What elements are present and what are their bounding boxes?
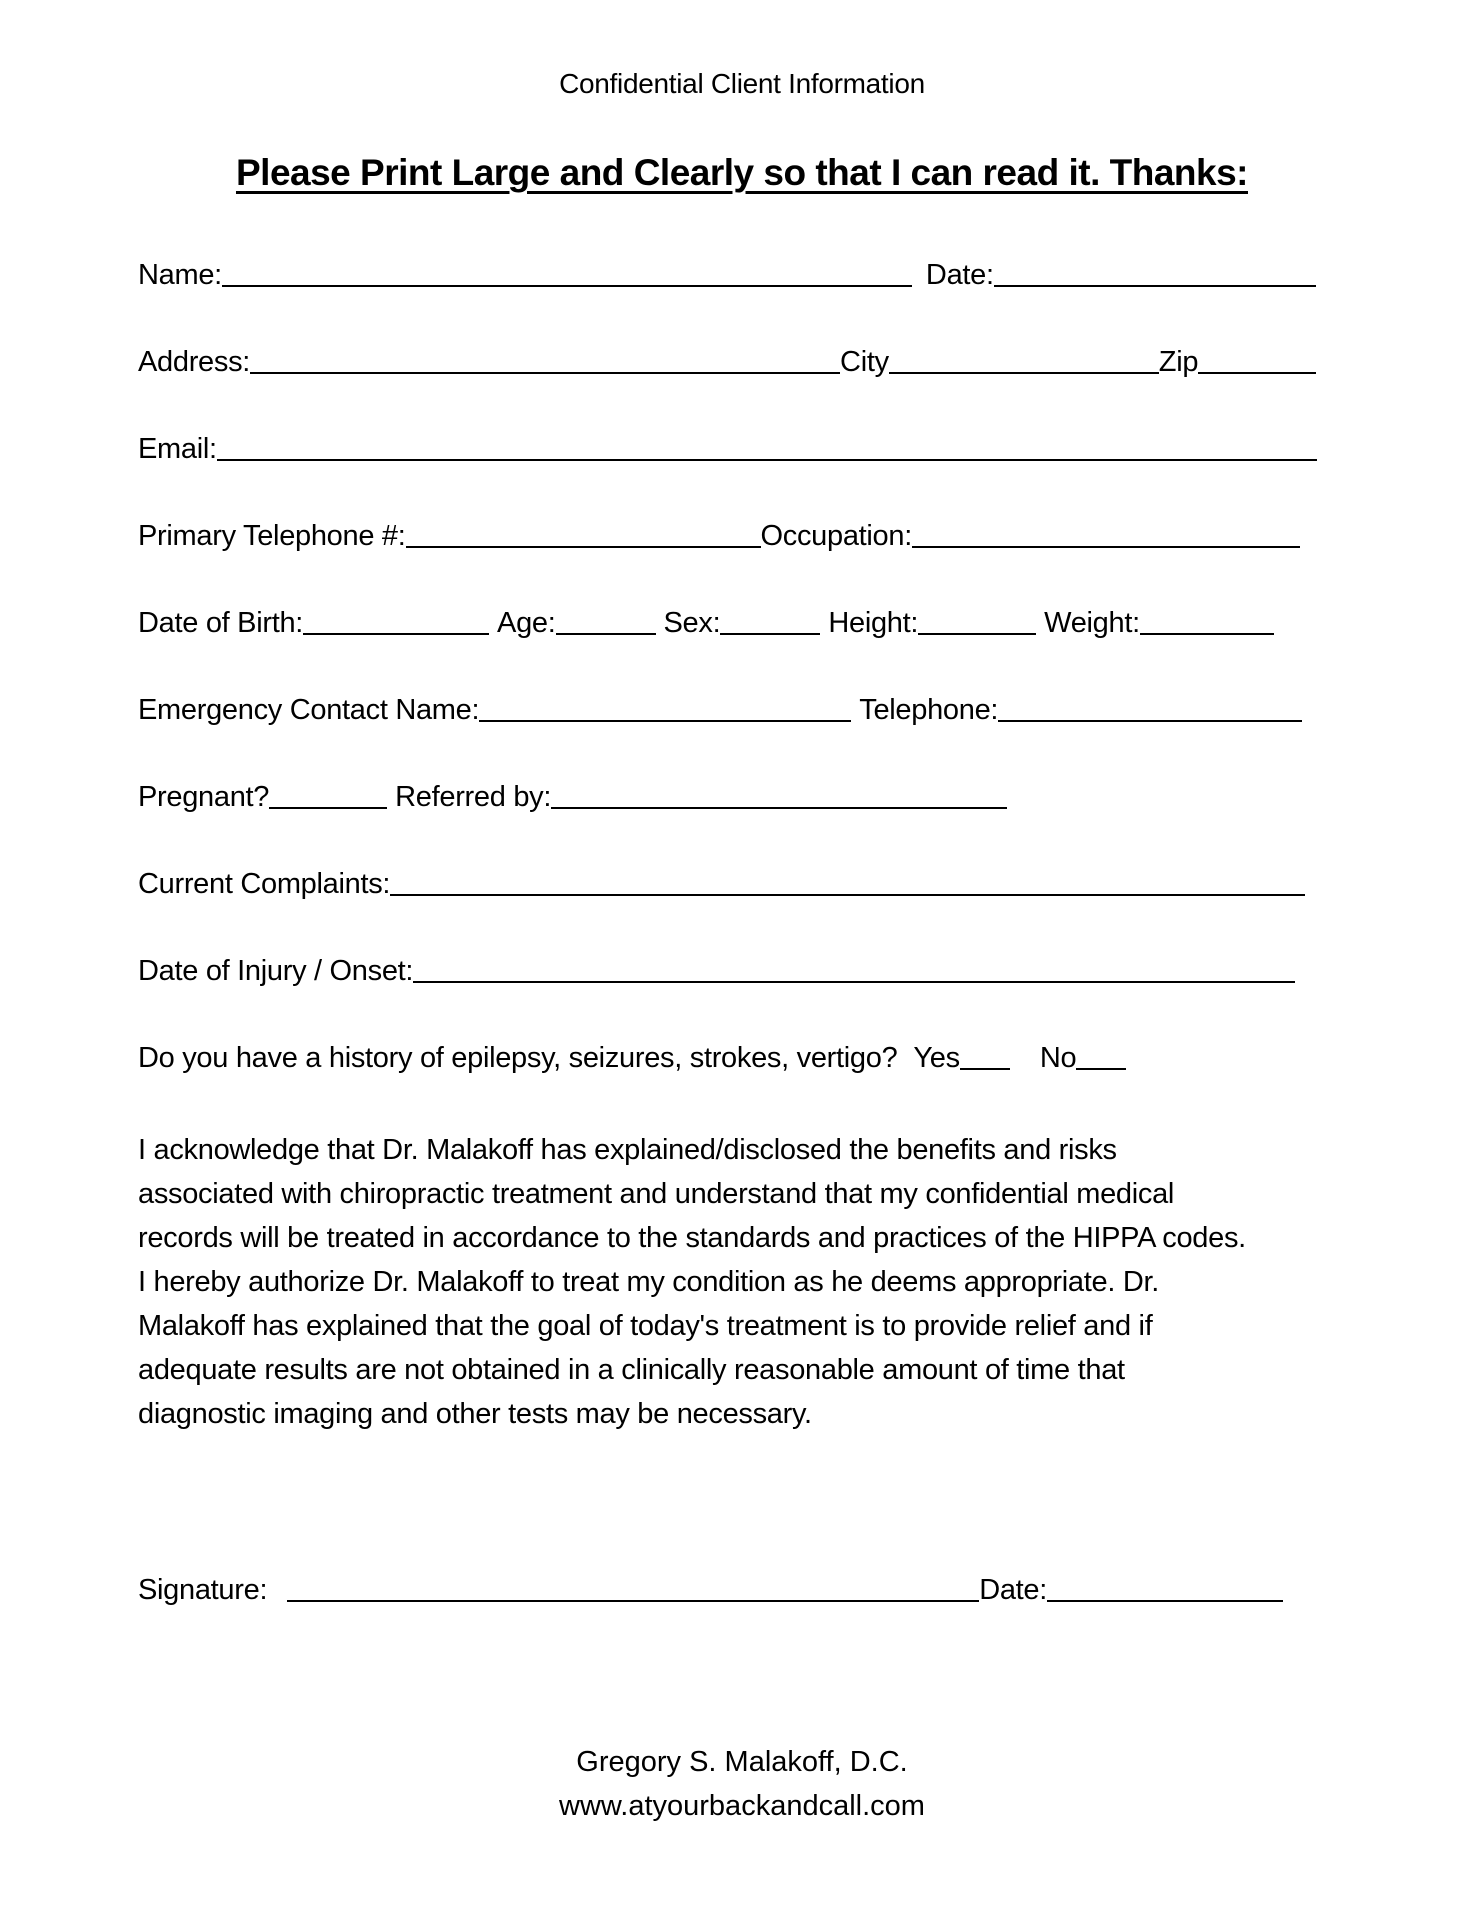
signature-field[interactable] (287, 1600, 979, 1602)
signature-date-field[interactable] (1047, 1600, 1283, 1602)
name-field[interactable] (222, 285, 912, 287)
weight-field[interactable] (1140, 633, 1274, 635)
row-injury-date (138, 948, 1295, 988)
referred-by-field[interactable] (551, 807, 1007, 809)
consent-line: I hereby authorize Dr. Malakoff to treat my condition as he deems appropriate. Dr. (138, 1266, 1160, 1298)
consent-line: diagnostic imaging and other tests may be necessary. (138, 1398, 812, 1430)
row-address (138, 339, 1316, 379)
consent-line: records will be treated in accordance to the standards and practices of the HIPPA codes. (138, 1222, 1246, 1254)
primary-phone-field[interactable] (406, 546, 761, 548)
signature-date-label: Date: (979, 1574, 1048, 1606)
row-pregnant-referral (138, 774, 1007, 814)
row-personal-stats (138, 600, 1274, 640)
height-label: Height: (828, 607, 919, 639)
sex-label: Sex: (663, 607, 721, 639)
address-field[interactable] (250, 372, 840, 374)
injury-date-field[interactable] (413, 981, 1295, 983)
practitioner-name: Gregory S. Malakoff, D.C. (576, 1746, 908, 1778)
occupation-label: Occupation: (760, 520, 912, 552)
emergency-contact-field[interactable] (479, 720, 851, 722)
address-label: Address: (138, 346, 251, 378)
zip-label: Zip (1158, 346, 1199, 378)
emergency-phone-field[interactable] (998, 720, 1302, 722)
injury-date-label: Date of Injury / Onset: (138, 955, 414, 987)
complaints-field[interactable] (390, 894, 1305, 896)
no-label: No (1039, 1042, 1077, 1074)
consent-paragraph (138, 1128, 1368, 1436)
consent-line: associated with chiropractic treatment and understand that my confidential medical (138, 1178, 1175, 1210)
date-label: Date: (925, 259, 994, 291)
pregnant-label: Pregnant? (138, 781, 270, 813)
signature-label: Signature: (138, 1574, 268, 1606)
dob-label: Date of Birth: (138, 607, 304, 639)
row-history-question (138, 1035, 1126, 1075)
emergency-phone-label: Telephone: (859, 694, 999, 726)
yes-label: Yes (913, 1042, 960, 1074)
complaints-label: Current Complaints: (138, 868, 391, 900)
pregnant-field[interactable] (269, 807, 387, 809)
form-header-title: Confidential Client Information (559, 68, 925, 99)
age-field[interactable] (556, 633, 656, 635)
row-name-date (138, 252, 1316, 292)
city-label: City (840, 346, 889, 378)
primary-phone-label: Primary Telephone #: (138, 520, 406, 552)
row-emergency-contact (138, 687, 1302, 727)
name-label: Name: (138, 259, 222, 291)
row-phone-occupation (138, 513, 1300, 553)
row-signature (138, 1567, 1283, 1607)
city-field[interactable] (889, 372, 1159, 374)
consent-line: adequate results are not obtained in a clinically reasonable amount of time that (138, 1354, 1125, 1386)
row-complaints (138, 861, 1305, 901)
email-field[interactable] (217, 459, 1317, 461)
referred-by-label: Referred by: (395, 781, 552, 813)
sex-field[interactable] (720, 633, 820, 635)
instruction-heading: Please Print Large and Clearly so that I can read it. Thanks: (235, 152, 1248, 193)
weight-label: Weight: (1044, 607, 1140, 639)
consent-line: I acknowledge that Dr. Malakoff has explained/disclosed the benefits and risks (138, 1134, 1117, 1166)
dob-field[interactable] (303, 633, 489, 635)
consent-line: Malakoff has explained that the goal of today's treatment is to provide relief and if (138, 1310, 1153, 1342)
email-label: Email: (138, 433, 217, 465)
date-field[interactable] (994, 285, 1316, 287)
emergency-contact-label: Emergency Contact Name: (138, 694, 480, 726)
yes-field[interactable] (960, 1068, 1010, 1070)
age-label: Age: (497, 607, 556, 639)
height-field[interactable] (918, 633, 1036, 635)
no-field[interactable] (1076, 1068, 1126, 1070)
zip-field[interactable] (1198, 372, 1316, 374)
history-question-label: Do you have a history of epilepsy, seizures, strokes, vertigo? (138, 1042, 898, 1074)
occupation-field[interactable] (912, 546, 1300, 548)
website-link[interactable]: www.atyourbackandcall.com (559, 1790, 925, 1822)
row-email (138, 426, 1317, 466)
